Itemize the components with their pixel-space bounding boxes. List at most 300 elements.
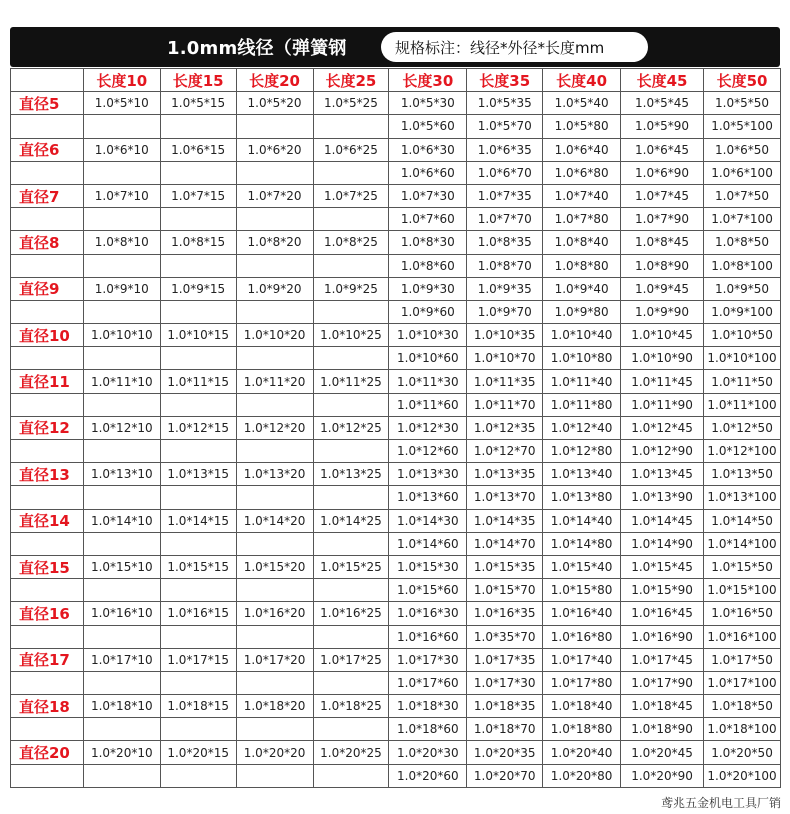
spec-cell: 1.0*16*100 <box>704 625 781 648</box>
empty-cell <box>313 718 389 741</box>
table-row <box>11 602 781 625</box>
spec-cell: 1.0*11*100 <box>704 393 781 416</box>
empty-cell <box>313 347 389 370</box>
row-header: 直径7 <box>11 184 84 207</box>
empty-cell <box>236 115 313 138</box>
empty-cell <box>160 254 236 277</box>
spec-cell: 1.0*16*50 <box>704 602 781 625</box>
spec-cell: 1.0*11*90 <box>621 393 704 416</box>
empty-cell <box>313 579 389 602</box>
table-row <box>11 648 781 671</box>
spec-cell: 1.0*20*45 <box>621 741 704 764</box>
empty-cell <box>11 115 84 138</box>
column-header: 长度50 <box>704 69 781 92</box>
table-row <box>11 231 781 254</box>
title-banner <box>10 27 780 67</box>
spec-cell: 1.0*20*100 <box>704 764 781 787</box>
spec-cell: 1.0*13*50 <box>704 463 781 486</box>
spec-cell: 1.0*17*40 <box>543 648 621 671</box>
empty-cell <box>11 208 84 231</box>
spec-cell: 1.0*5*15 <box>160 92 236 115</box>
empty-cell <box>236 532 313 555</box>
spec-cell: 1.0*20*70 <box>467 764 543 787</box>
spec-cell: 1.0*7*40 <box>543 184 621 207</box>
spec-cell: 1.0*6*40 <box>543 138 621 161</box>
spec-cell: 1.0*11*30 <box>389 370 467 393</box>
spec-cell: 1.0*15*15 <box>160 555 236 578</box>
spec-cell: 1.0*10*35 <box>467 324 543 347</box>
spec-cell: 1.0*17*90 <box>621 671 704 694</box>
empty-cell <box>11 579 84 602</box>
empty-cell <box>160 393 236 416</box>
spec-cell: 1.0*15*35 <box>467 555 543 578</box>
spec-cell: 1.0*14*100 <box>704 532 781 555</box>
spec-cell: 1.0*7*10 <box>83 184 160 207</box>
spec-cell: 1.0*9*40 <box>543 277 621 300</box>
seller-footer: 鸢兆五金机电工具厂销 <box>660 796 781 810</box>
spec-cell: 1.0*16*35 <box>467 602 543 625</box>
spec-cell: 1.0*8*50 <box>704 231 781 254</box>
spec-cell: 1.0*5*90 <box>621 115 704 138</box>
spec-cell: 1.0*6*30 <box>389 138 467 161</box>
spec-cell: 1.0*11*70 <box>467 393 543 416</box>
table-row <box>11 532 781 555</box>
table-row <box>11 671 781 694</box>
spec-cell: 1.0*20*25 <box>313 741 389 764</box>
spec-cell: 1.0*16*10 <box>83 602 160 625</box>
spec-cell: 1.0*7*50 <box>704 184 781 207</box>
spec-cell: 1.0*11*80 <box>543 393 621 416</box>
spec-cell: 1.0*15*20 <box>236 555 313 578</box>
spec-cell: 1.0*5*10 <box>83 92 160 115</box>
table-row <box>11 393 781 416</box>
empty-cell <box>236 579 313 602</box>
spec-cell: 1.0*9*45 <box>621 277 704 300</box>
spec-cell: 1.0*11*25 <box>313 370 389 393</box>
column-header: 长度15 <box>160 69 236 92</box>
table-row <box>11 579 781 602</box>
spec-cell: 1.0*12*15 <box>160 416 236 439</box>
row-header: 直径12 <box>11 416 84 439</box>
empty-cell <box>160 115 236 138</box>
spec-cell: 1.0*8*90 <box>621 254 704 277</box>
spec-cell: 1.0*8*60 <box>389 254 467 277</box>
spec-cell: 1.0*15*10 <box>83 555 160 578</box>
empty-cell <box>83 532 160 555</box>
empty-cell <box>160 300 236 323</box>
spec-cell: 1.0*17*45 <box>621 648 704 671</box>
spec-cell: 1.0*12*70 <box>467 440 543 463</box>
empty-cell <box>313 440 389 463</box>
spec-cell: 1.0*11*15 <box>160 370 236 393</box>
empty-cell <box>236 393 313 416</box>
spec-cell: 1.0*6*25 <box>313 138 389 161</box>
spec-cell: 1.0*15*40 <box>543 555 621 578</box>
spec-cell: 1.0*10*100 <box>704 347 781 370</box>
spec-cell: 1.0*6*90 <box>621 161 704 184</box>
spec-cell: 1.0*7*100 <box>704 208 781 231</box>
spec-cell: 1.0*9*15 <box>160 277 236 300</box>
spec-cell: 1.0*18*80 <box>543 718 621 741</box>
spec-cell: 1.0*9*90 <box>621 300 704 323</box>
spec-cell: 1.0*12*35 <box>467 416 543 439</box>
table-row <box>11 463 781 486</box>
spec-cell: 1.0*17*35 <box>467 648 543 671</box>
spec-cell: 1.0*5*30 <box>389 92 467 115</box>
spec-cell: 1.0*6*70 <box>467 161 543 184</box>
spec-table-body <box>11 92 781 788</box>
spec-cell: 1.0*8*25 <box>313 231 389 254</box>
row-header: 直径16 <box>11 602 84 625</box>
column-header: 长度40 <box>543 69 621 92</box>
spec-cell: 1.0*8*35 <box>467 231 543 254</box>
spec-cell: 1.0*8*80 <box>543 254 621 277</box>
spec-cell: 1.0*9*30 <box>389 277 467 300</box>
spec-cell: 1.0*8*15 <box>160 231 236 254</box>
spec-cell: 1.0*6*50 <box>704 138 781 161</box>
empty-cell <box>160 161 236 184</box>
spec-cell: 1.0*9*20 <box>236 277 313 300</box>
spec-cell: 1.0*6*60 <box>389 161 467 184</box>
spec-cell: 1.0*12*10 <box>83 416 160 439</box>
spec-cell: 1.0*16*30 <box>389 602 467 625</box>
spec-cell: 1.0*12*100 <box>704 440 781 463</box>
empty-cell <box>313 393 389 416</box>
row-header: 直径5 <box>11 92 84 115</box>
spec-cell: 1.0*11*20 <box>236 370 313 393</box>
spec-cell: 1.0*13*30 <box>389 463 467 486</box>
spec-cell: 1.0*20*60 <box>389 764 467 787</box>
spec-cell: 1.0*12*50 <box>704 416 781 439</box>
empty-cell <box>160 208 236 231</box>
spec-cell: 1.0*13*15 <box>160 463 236 486</box>
spec-cell: 1.0*11*10 <box>83 370 160 393</box>
empty-cell <box>236 300 313 323</box>
row-header: 直径18 <box>11 695 84 718</box>
table-row <box>11 625 781 648</box>
empty-cell <box>236 161 313 184</box>
spec-cell: 1.0*14*40 <box>543 509 621 532</box>
spec-cell: 1.0*18*60 <box>389 718 467 741</box>
empty-cell <box>11 486 84 509</box>
spec-cell: 1.0*16*40 <box>543 602 621 625</box>
spec-cell: 1.0*9*10 <box>83 277 160 300</box>
spec-cell: 1.0*20*50 <box>704 741 781 764</box>
spec-cell: 1.0*20*80 <box>543 764 621 787</box>
empty-cell <box>11 625 84 648</box>
spec-cell: 1.0*15*50 <box>704 555 781 578</box>
empty-cell <box>313 254 389 277</box>
spec-cell: 1.0*12*25 <box>313 416 389 439</box>
empty-cell <box>160 532 236 555</box>
table-row <box>11 92 781 115</box>
spec-cell: 1.0*18*20 <box>236 695 313 718</box>
spec-cell: 1.0*15*45 <box>621 555 704 578</box>
spec-cell: 1.0*7*15 <box>160 184 236 207</box>
spec-cell: 1.0*11*35 <box>467 370 543 393</box>
spec-cell: 1.0*10*70 <box>467 347 543 370</box>
empty-cell <box>313 532 389 555</box>
spec-cell: 1.0*9*25 <box>313 277 389 300</box>
table-row <box>11 718 781 741</box>
empty-cell <box>83 208 160 231</box>
spec-cell: 1.0*10*15 <box>160 324 236 347</box>
row-header: 直径10 <box>11 324 84 347</box>
empty-cell <box>83 393 160 416</box>
table-row <box>11 184 781 207</box>
empty-cell <box>313 208 389 231</box>
spec-cell: 1.0*16*45 <box>621 602 704 625</box>
spec-table <box>10 68 781 788</box>
spec-cell: 1.0*6*100 <box>704 161 781 184</box>
empty-cell <box>236 625 313 648</box>
table-row <box>11 277 781 300</box>
spec-cell: 1.0*5*100 <box>704 115 781 138</box>
spec-cell: 1.0*8*100 <box>704 254 781 277</box>
table-row <box>11 115 781 138</box>
spec-cell: 1.0*14*45 <box>621 509 704 532</box>
empty-cell <box>11 440 84 463</box>
spec-cell: 1.0*5*35 <box>467 92 543 115</box>
table-row <box>11 208 781 231</box>
spec-cell: 1.0*6*45 <box>621 138 704 161</box>
column-header: 长度20 <box>236 69 313 92</box>
row-header: 直径11 <box>11 370 84 393</box>
empty-cell <box>83 486 160 509</box>
spec-cell: 1.0*9*70 <box>467 300 543 323</box>
spec-cell: 1.0*16*20 <box>236 602 313 625</box>
empty-cell <box>313 161 389 184</box>
row-header: 直径6 <box>11 138 84 161</box>
empty-cell <box>313 764 389 787</box>
empty-cell <box>11 347 84 370</box>
spec-cell: 1.0*14*25 <box>313 509 389 532</box>
spec-cell: 1.0*14*30 <box>389 509 467 532</box>
spec-cell: 1.0*9*60 <box>389 300 467 323</box>
spec-cell: 1.0*14*50 <box>704 509 781 532</box>
empty-cell <box>83 347 160 370</box>
empty-cell <box>313 671 389 694</box>
spec-cell: 1.0*13*10 <box>83 463 160 486</box>
spec-cell: 1.0*16*25 <box>313 602 389 625</box>
column-header: 长度10 <box>83 69 160 92</box>
empty-cell <box>160 718 236 741</box>
spec-cell: 1.0*9*50 <box>704 277 781 300</box>
row-header: 直径15 <box>11 555 84 578</box>
spec-cell: 1.0*15*70 <box>467 579 543 602</box>
table-row <box>11 741 781 764</box>
empty-cell <box>83 440 160 463</box>
table-row <box>11 254 781 277</box>
table-row <box>11 370 781 393</box>
empty-cell <box>236 486 313 509</box>
spec-cell: 1.0*12*90 <box>621 440 704 463</box>
spec-cell: 1.0*5*70 <box>467 115 543 138</box>
empty-cell <box>11 254 84 277</box>
spec-cell: 1.0*16*80 <box>543 625 621 648</box>
spec-cell: 1.0*17*60 <box>389 671 467 694</box>
row-header: 直径20 <box>11 741 84 764</box>
spec-cell: 1.0*17*50 <box>704 648 781 671</box>
spec-cell: 1.0*13*60 <box>389 486 467 509</box>
column-header-row <box>11 69 781 92</box>
table-row <box>11 416 781 439</box>
empty-cell <box>236 208 313 231</box>
empty-cell <box>83 671 160 694</box>
spec-cell: 1.0*7*45 <box>621 184 704 207</box>
spec-cell: 1.0*20*30 <box>389 741 467 764</box>
spec-cell: 1.0*12*40 <box>543 416 621 439</box>
spec-cell: 1.0*13*35 <box>467 463 543 486</box>
banner-title: 1.0mm线径（弹簧钢 <box>167 38 347 59</box>
spec-cell: 1.0*16*15 <box>160 602 236 625</box>
spec-cell: 1.0*10*20 <box>236 324 313 347</box>
spec-cell: 1.0*18*10 <box>83 695 160 718</box>
spec-cell: 1.0*20*15 <box>160 741 236 764</box>
table-row <box>11 347 781 370</box>
spec-cell: 1.0*14*80 <box>543 532 621 555</box>
empty-cell <box>313 486 389 509</box>
empty-cell <box>11 718 84 741</box>
column-header: 长度35 <box>467 69 543 92</box>
empty-cell <box>313 625 389 648</box>
spec-cell: 1.0*8*40 <box>543 231 621 254</box>
spec-cell: 1.0*18*100 <box>704 718 781 741</box>
empty-cell <box>11 161 84 184</box>
spec-cell: 1.0*10*50 <box>704 324 781 347</box>
row-header: 直径8 <box>11 231 84 254</box>
table-row <box>11 509 781 532</box>
spec-cell: 1.0*5*20 <box>236 92 313 115</box>
spec-cell: 1.0*17*30 <box>389 648 467 671</box>
empty-cell <box>83 764 160 787</box>
empty-cell <box>236 254 313 277</box>
spec-cell: 1.0*10*40 <box>543 324 621 347</box>
empty-cell <box>236 718 313 741</box>
column-header: 长度45 <box>621 69 704 92</box>
spec-cell: 1.0*18*30 <box>389 695 467 718</box>
spec-cell: 1.0*8*70 <box>467 254 543 277</box>
spec-cell: 1.0*11*40 <box>543 370 621 393</box>
spec-cell: 1.0*20*90 <box>621 764 704 787</box>
empty-cell <box>236 440 313 463</box>
spec-cell: 1.0*11*60 <box>389 393 467 416</box>
spec-cell: 1.0*6*15 <box>160 138 236 161</box>
table-row <box>11 138 781 161</box>
spec-cell: 1.0*18*50 <box>704 695 781 718</box>
empty-cell <box>83 254 160 277</box>
spec-cell: 1.0*12*80 <box>543 440 621 463</box>
spec-cell: 1.0*10*45 <box>621 324 704 347</box>
spec-cell: 1.0*10*60 <box>389 347 467 370</box>
spec-cell: 1.0*17*100 <box>704 671 781 694</box>
spec-cell: 1.0*13*90 <box>621 486 704 509</box>
table-row <box>11 764 781 787</box>
table-row <box>11 440 781 463</box>
spec-cell: 1.0*7*90 <box>621 208 704 231</box>
table-row <box>11 486 781 509</box>
spec-cell: 1.0*13*20 <box>236 463 313 486</box>
spec-cell: 1.0*6*80 <box>543 161 621 184</box>
spec-cell: 1.0*8*30 <box>389 231 467 254</box>
spec-cell: 1.0*18*35 <box>467 695 543 718</box>
spec-cell: 1.0*18*15 <box>160 695 236 718</box>
spec-cell: 1.0*14*35 <box>467 509 543 532</box>
spec-cell: 1.0*14*15 <box>160 509 236 532</box>
empty-cell <box>83 300 160 323</box>
spec-cell: 1.0*14*60 <box>389 532 467 555</box>
empty-cell <box>160 440 236 463</box>
spec-cell: 1.0*20*35 <box>467 741 543 764</box>
spec-cell: 1.0*18*90 <box>621 718 704 741</box>
row-header: 直径14 <box>11 509 84 532</box>
column-header: 长度30 <box>389 69 467 92</box>
spec-cell: 1.0*16*90 <box>621 625 704 648</box>
row-header: 直径13 <box>11 463 84 486</box>
empty-cell <box>83 161 160 184</box>
spec-cell: 1.0*20*10 <box>83 741 160 764</box>
spec-cell: 1.0*14*10 <box>83 509 160 532</box>
spec-cell: 1.0*35*70 <box>467 625 543 648</box>
row-header: 直径9 <box>11 277 84 300</box>
empty-cell <box>160 764 236 787</box>
spec-cell: 1.0*7*80 <box>543 208 621 231</box>
spec-cell: 1.0*7*25 <box>313 184 389 207</box>
spec-cell: 1.0*12*30 <box>389 416 467 439</box>
spec-cell: 1.0*11*50 <box>704 370 781 393</box>
column-header: 长度25 <box>313 69 389 92</box>
empty-cell <box>11 764 84 787</box>
spec-cell: 1.0*10*80 <box>543 347 621 370</box>
row-header: 直径17 <box>11 648 84 671</box>
empty-cell <box>11 393 84 416</box>
spec-cell: 1.0*15*30 <box>389 555 467 578</box>
spec-cell: 1.0*18*25 <box>313 695 389 718</box>
empty-cell <box>160 625 236 648</box>
spec-cell: 1.0*17*20 <box>236 648 313 671</box>
spec-cell: 1.0*7*70 <box>467 208 543 231</box>
empty-cell <box>236 671 313 694</box>
table-row <box>11 695 781 718</box>
spec-cell: 1.0*14*90 <box>621 532 704 555</box>
spec-cell: 1.0*7*60 <box>389 208 467 231</box>
spec-cell: 1.0*13*40 <box>543 463 621 486</box>
spec-cell: 1.0*10*30 <box>389 324 467 347</box>
spec-note-text: 规格标注：线径*外径*长度mm <box>395 39 605 57</box>
empty-cell <box>83 579 160 602</box>
spec-cell: 1.0*8*10 <box>83 231 160 254</box>
spec-cell: 1.0*9*100 <box>704 300 781 323</box>
spec-cell: 1.0*14*20 <box>236 509 313 532</box>
spec-cell: 1.0*12*60 <box>389 440 467 463</box>
spec-cell: 1.0*9*35 <box>467 277 543 300</box>
spec-cell: 1.0*7*35 <box>467 184 543 207</box>
spec-cell: 1.0*5*60 <box>389 115 467 138</box>
spec-cell: 1.0*10*90 <box>621 347 704 370</box>
spec-cell: 1.0*18*70 <box>467 718 543 741</box>
table-row <box>11 300 781 323</box>
empty-cell <box>160 579 236 602</box>
spec-cell: 1.0*7*30 <box>389 184 467 207</box>
empty-cell <box>236 764 313 787</box>
empty-cell <box>83 718 160 741</box>
spec-cell: 1.0*15*90 <box>621 579 704 602</box>
spec-cell: 1.0*13*80 <box>543 486 621 509</box>
spec-cell: 1.0*20*40 <box>543 741 621 764</box>
spec-cell: 1.0*14*70 <box>467 532 543 555</box>
spec-cell: 1.0*17*80 <box>543 671 621 694</box>
spec-cell: 1.0*10*25 <box>313 324 389 347</box>
